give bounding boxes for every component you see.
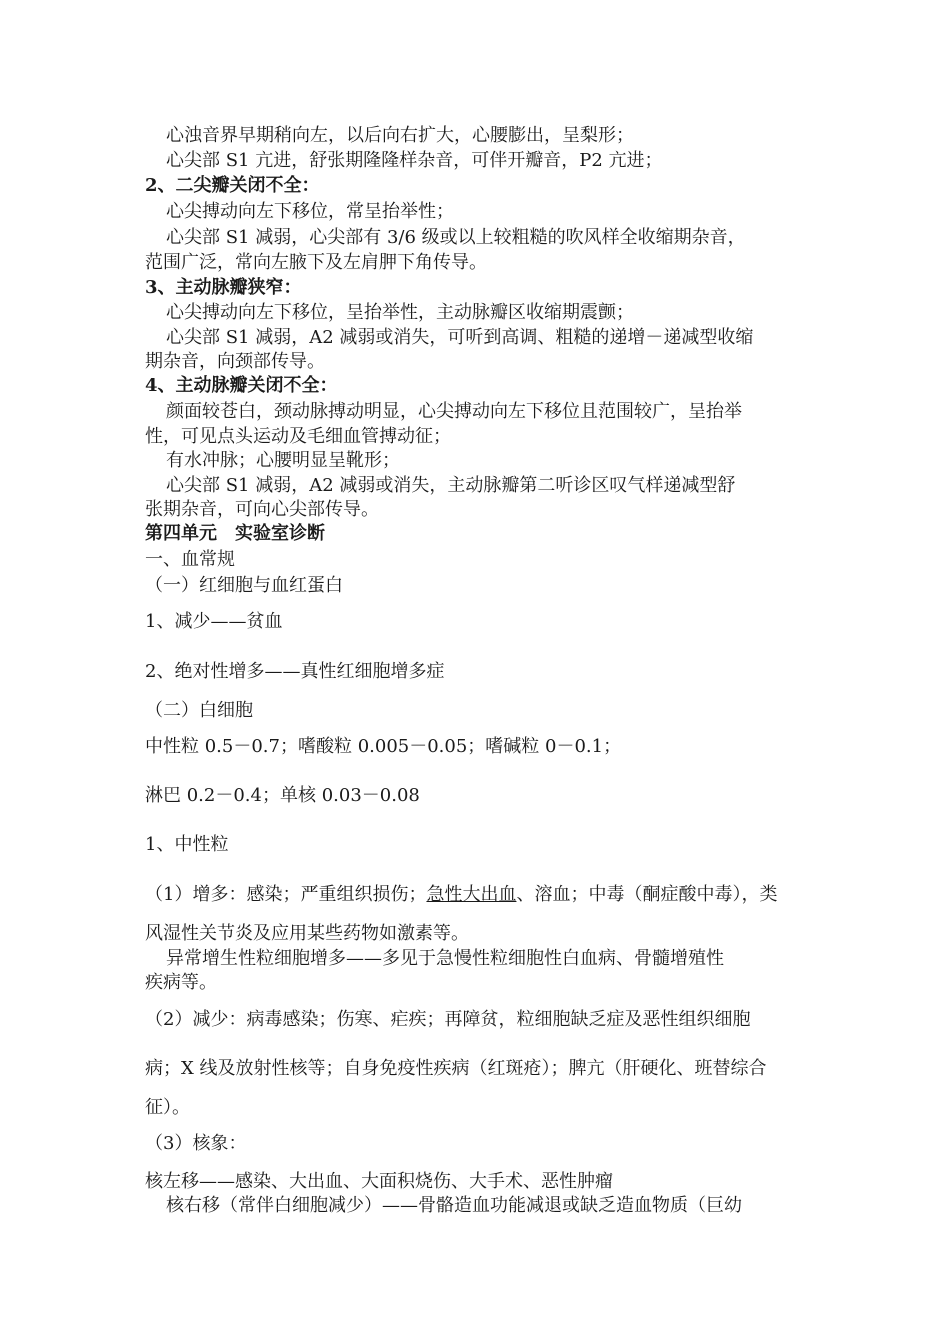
section-heading: 4、主动脉瓣关闭不全：: [145, 375, 338, 396]
text-line: 淋巴 0.2－0.4；单核 0.03－0.08: [145, 785, 420, 806]
text-line: 心尖部 S1 减弱，A2 减弱或消失，可听到高调、粗糙的递增－递减型收缩: [166, 327, 754, 348]
text-line: 2、绝对性增多——真性红细胞增多症: [145, 661, 445, 682]
text-line: 征）。: [145, 1097, 190, 1118]
text-line: 1、减少——贫血: [145, 611, 283, 632]
text-line: 张期杂音，可向心尖部传导。: [145, 499, 379, 520]
text-line: 一、血常规: [145, 549, 235, 570]
text-line: 异常增生性粒细胞增多——多见于急慢性粒细胞性白血病、骨髓增殖性: [166, 948, 724, 969]
text-line: 性，可见点头运动及毛细血管搏动征；: [145, 426, 451, 447]
text-line: [145, 883, 835, 907]
text-line: 有水冲脉；心腰明显呈靴形；: [166, 450, 400, 471]
text-line: 心尖部 S1 亢进，舒张期隆隆样杂音，可伴开瓣音，P2 亢进；: [166, 150, 663, 171]
text-line: 中性粒 0.5－0.7；嗜酸粒 0.005－0.05；嗜碱粒 0－0.1；: [145, 736, 622, 757]
text-line: 病；X 线及放射性核等；自身免疫性疾病（红斑疮）；脾亢（肝硬化、班替综合: [145, 1058, 767, 1079]
text-line: （2）减少：病毒感染；伤寒、疟疾；再障贫，粒细胞缺乏症及恶性组织细胞: [145, 1009, 751, 1030]
text-line: 心尖搏动向左下移位，常呈抬举性；: [166, 201, 454, 222]
section-heading: 2、二尖瓣关闭不全：: [145, 175, 320, 196]
underlined-term: 急性大出血: [426, 884, 517, 905]
text-line: 心尖搏动向左下移位，呈抬举性，主动脉瓣区收缩期震颤；: [166, 302, 634, 323]
text-line: 核左移——感染、大出血、大面积烧伤、大手术、恶性肿瘤: [145, 1171, 613, 1192]
text-line: 颜面较苍白，颈动脉搏动明显，心尖搏动向左下移位且范围较广，呈抬举: [166, 401, 742, 422]
unit-heading: 第四单元 实验室诊断: [145, 523, 325, 544]
section-heading: 3、主动脉瓣狭窄：: [145, 277, 302, 298]
text-run: （1）增多：感染；严重组织损伤；: [145, 884, 427, 905]
text-line: 风湿性关节炎及应用某些药物如激素等。: [145, 923, 469, 944]
text-line: 心尖部 S1 减弱，心尖部有 3/6 级或以上较粗糙的吹风样全收缩期杂音，: [166, 227, 746, 248]
text-line: 期杂音，向颈部传导。: [145, 351, 325, 372]
text-line: 1、中性粒: [145, 834, 229, 855]
text-run: 、溶血；中毒（酮症酸中毒），类: [516, 884, 778, 905]
text-line: 心浊音界早期稍向左，以后向右扩大，心腰膨出，呈梨形；: [166, 125, 634, 146]
text-line: 心尖部 S1 减弱，A2 减弱或消失，主动脉瓣第二听诊区叹气样递减型舒: [166, 475, 736, 496]
text-line: （一）红细胞与血红蛋白: [145, 575, 343, 596]
text-line: 核右移（常伴白细胞减少）——骨骼造血功能减退或缺乏造血物质（巨幼: [166, 1195, 742, 1216]
text-line: 疾病等。: [145, 972, 217, 993]
text-line: （二）白细胞: [145, 700, 253, 721]
text-line: 范围广泛，常向左腋下及左肩胛下角传导。: [145, 252, 487, 273]
text-line: （3）核象：: [145, 1133, 247, 1154]
